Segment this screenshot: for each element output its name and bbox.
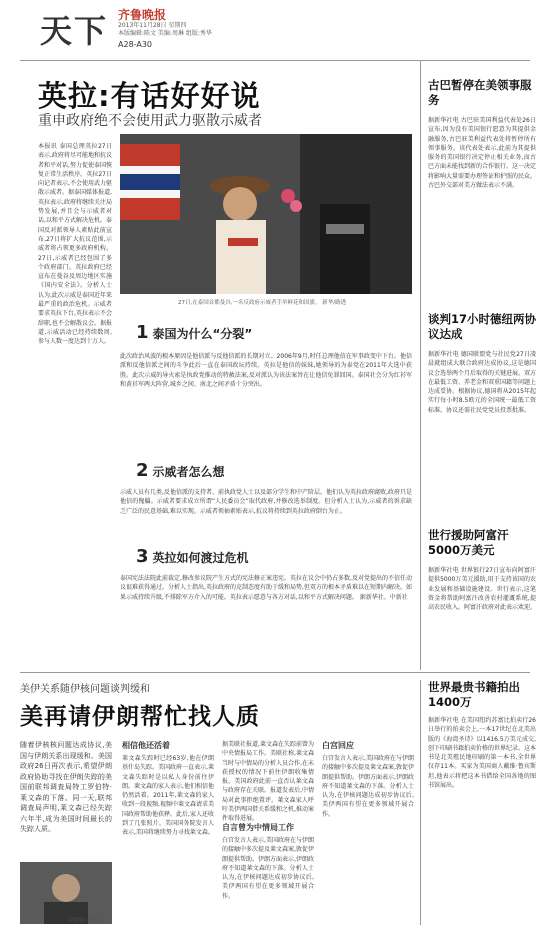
section-2-title: 示威者怎么想 — [152, 465, 225, 479]
bottom-sub3-title: 白宫回应 — [322, 741, 354, 750]
levinson-portrait — [20, 862, 112, 924]
brief-3-headline: 世行援助阿富汗5000万美元 — [428, 528, 509, 557]
bottom-lead-text: 随着伊核核问题达成协议,美国与伊朗关系出现缓和。美国政府26日再次表示,希望伊朗政府协助寻找在伊朗失踪的美国前联邦调查局特工罗伯特·莱文森的下落。同一天,联邦调查局声明,莱文森已经失踪六年半,成为美国时间最长的失踪人质。 — [20, 741, 112, 833]
brief-4-text: 据新华社电 在美国纽约苏富比拍卖行26日举行的拍卖会上,一本17世纪在北美出版的《海湾圣诗》以1416.5万美元成交,创下印刷书籍拍卖价格的世界纪录。这本书是北美殖民地印刷的第一本书,全世界仅存11本。买家为美国商人戴维·鲁宾斯坦,他表示将把这本书借给全国各地的图书馆展出。 — [428, 717, 537, 790]
section-title: 天下 — [40, 12, 109, 50]
bottom-kicker: 美伊关系随伊核问题谈判缓和 — [20, 684, 150, 695]
photo-caption: 27日,在泰国首都曼谷,一名反政府示威者手举鲜花和国旗。 新华/路透 — [178, 300, 347, 306]
bottom-sub1-text: 莱文森失踪时已经63岁,他在伊朗基什岛失踪。美国政府一直表示,莱文森失踪时是以私人身份前往伊朗。莱文森的家人表示,他们相信他仍然活着。2011年,莱文森的家人收到一段视频,视频中莱文森请求美国政府帮助他获释。此后,家人还收到了几张照片。美国国务院发言人表示,美国将继续努力寻找莱文森。 — [122, 755, 214, 837]
levinson-caption: 罗伯特·莱文森 — [68, 918, 103, 924]
section-masthead — [0, 0, 550, 58]
lead-subhead: 重申政府绝不会使用武力驱散示威者 — [38, 113, 262, 129]
section-1-number: 1 — [136, 322, 149, 343]
top-divider — [20, 60, 530, 61]
section-3-text: 泰国宪法法院此前裁定,修改参议院产生方式的宪法修正案违宪。英拉在议会中仍占多数,反对党提出的不信任动议很难获得通过。分析人士指出,英拉政府的克制态度有助于缓和局势,但双方的根本矛盾难以在短期内解决。如果示威持续升级,不排除军方介入的可能。英拉表示愿意与各方对话,以和平方式解决问题。 据新华社、中新社 — [120, 575, 412, 601]
bottom-sub1-title: 相信他还活着 — [122, 741, 170, 750]
levinson-photo — [20, 862, 112, 924]
section-1-text: 此次政治风波的根本原因是他信派与反他信派的长期对立。2006年9月,时任总理他信在军事政变中下台。他信派和反他信派之间的斗争此后一直在泰国政坛持续。英拉是他信的妹妹,她领导的为泰党在2011年大选中获胜。此次示威的导火索是执政党推动的特赦法案,反对派认为该法案旨在让他信免罪回国。泰国社会分为红衫军和黄衫军两大阵营,城乡之间、南北之间矛盾十分突出。 — [120, 353, 412, 388]
bottom-headline: 美再请伊朗帮忙找人质 — [20, 704, 260, 730]
lead-left-column: 本报讯 泰国总理英拉27日表示,政府将尽可能地和抗议者和平对话,努力促使泰国恢复正常生活秩序。英拉27日向记者表示,不会使用武力驱散示威者。据泰国媒体报道,英拉表示,政府将继续关注局势发展,并且会与示威者对话,以和平方式解决危机。泰国反对派领导人素贴此前宣布,27日将扩大抗议范围,示威者将占领更多政府机构。27日,示威者已经包围了多个政府部门。英拉政府已经宣布在曼谷及周边地区实施《国内安全法》。分析人士认为,此次示威是泰国近年来最严重的政治危机。示威者要求英拉下台,英拉表示不会辞职,也不会解散议会。据报道,示威活动已经持续数周,参与人数一度达到十万人。 — [38, 143, 112, 346]
date-line: 2013年11月28日 星期四 — [118, 22, 187, 29]
masthead-meta — [118, 22, 378, 38]
column-divider — [420, 60, 421, 670]
bottom-sub2-text: 白宫发言人表示,美国政府在与伊朗的接触中多次提及莱文森案,敦促伊朗提供帮助。伊朗方面表示,伊朗政府不知道莱文森的下落。分析人士认为,在伊核问题达成初步协议后,美伊两国有望在更多领域开展合作。 — [222, 837, 314, 900]
section-2-text: 示威人员有几类,反他信派的支持者、前执政党人士以及部分学生和中产阶层。他们认为英拉政府腐败,政府只是他信的傀儡。示威者要求成立所谓“人民委员会”取代政府,并修改选举制度。但分析人士认为,示威者的诉求缺乏广泛的民意基础,难以实现。示威者领袖素贴表示,抗议将持续到英拉政府倒台为止。 — [120, 489, 412, 515]
page-range: A28-A30 — [118, 40, 153, 49]
lead-headline: 英拉:有话好好说 — [38, 79, 261, 113]
bottom-column-divider — [420, 680, 421, 925]
brief-3-text: 据新华社电 世界银行27日宣布向阿富汗提供5000万美元援助,用于支持该国的农业发展和基础设施建设。世行表示,这笔资金将帮助阿富汗改善农村灌溉系统,提高农民收入。阿富汗政府对此表示欢迎。 — [428, 567, 537, 612]
protest-photo — [120, 134, 412, 294]
section-3-title: 英拉如何渡过危机 — [152, 551, 249, 565]
bottom-sub1-continued: 据美联社报道,莱文森在失踪前曾为中央情报局工作。美联社称,莱文森当时与中情局的分析人员合作,在未获授权的情况下前往伊朗收集情报。美国政府此前一直否认莱文森与政府存在关联。报道发表后,中情局对此事拒绝置评。莱文森家人呼吁美伊两国借关系缓和之机,推动案件取得进展。 — [222, 741, 314, 823]
brief-1-headline: 古巴暂停在美领事服务 — [428, 78, 532, 107]
section-1-heading — [136, 322, 252, 343]
section-3-heading — [136, 546, 249, 567]
bottom-divider — [20, 672, 530, 673]
editor-line: 本版编辑:陈文 美编:周琳 组版:秀华 — [118, 30, 212, 37]
brief-1-text: 据新华社电 古巴驻美国利益代表处26日宣布,因为没有美国银行愿意为其提供金融服务,古巴驻美利益代表处将暂停所有领事服务。该代表处表示,此前为其提供服务的美国银行决定停止相关业务,而古巴方面未能找到新的合作银行。这一决定将影响大量需要办理签证和护照的民众。古巴外交部对美方做法表示不满。 — [428, 117, 537, 190]
section-3-number: 3 — [136, 546, 149, 567]
brief-2-headline: 谈判17小时德纽两协议达成 — [428, 312, 537, 341]
brief-4-headline: 世界最贵书籍拍出1400万 — [428, 680, 520, 709]
paper-name: 齐鲁晚报 — [118, 8, 167, 22]
brief-2-text: 据新华社电 德国联盟党与社民党27日凌晨就组成大联合政府达成协议,这是德国议会选举两个月后取得的关键进展。双方在最低工资、养老金和双重国籍等问题上达成妥协。根据协议,德国将从2015年起实行每小时8.5欧元的全国统一最低工资标准。协议还需社民党党员投票批准。 — [428, 351, 537, 414]
bottom-sub2-title: 自言曾为中情局工作 — [222, 823, 294, 832]
section-2-number: 2 — [136, 460, 149, 481]
bottom-sub3-text: 白宫发言人表示,美国政府在与伊朗的接触中多次提及莱文森案,敦促伊朗提供帮助。伊朗方面表示,伊朗政府不知道莱文森的下落。分析人士认为,在伊核问题达成初步协议后,美伊两国有望在更多领域开展合作。 — [322, 755, 414, 818]
protest-photo-graphic — [120, 134, 412, 294]
section-2-heading — [136, 460, 225, 481]
section-1-title: 泰国为什么“分裂” — [152, 327, 253, 341]
